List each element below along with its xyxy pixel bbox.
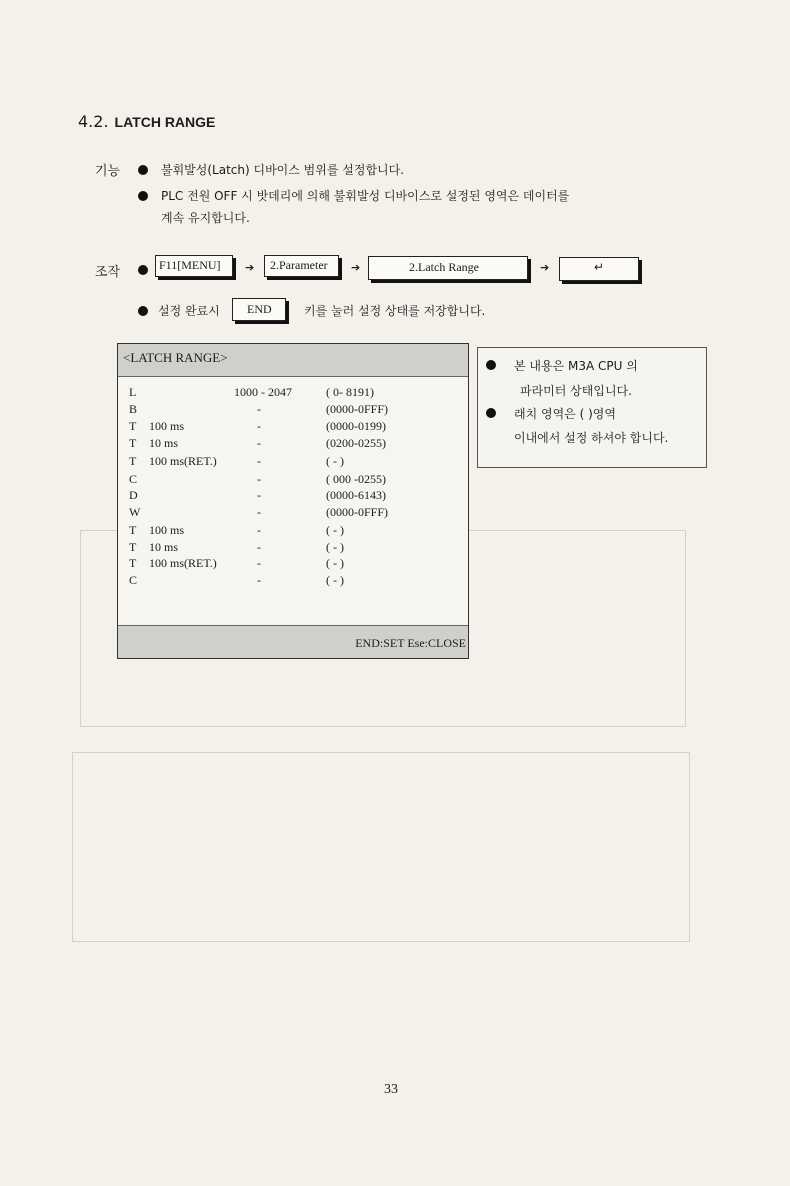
row-unit: 100 ms [149, 523, 185, 537]
row-device: D [129, 488, 138, 502]
row-device: T [129, 454, 137, 468]
note-line-2: 파라미터 상태입니다. [520, 384, 632, 398]
function-label: 기능 [95, 164, 121, 179]
function-bullet-2-line-2: 계속 유지합니다. [161, 211, 250, 225]
row-value: - [257, 505, 261, 519]
row-range: ( - ) [326, 523, 344, 537]
row-device: T [129, 540, 137, 554]
menu-key: F11[MENU] [155, 255, 233, 277]
row-value: - [257, 472, 261, 486]
row-device: C [129, 573, 138, 587]
function-bullet-1: 불휘발성(Latch) 디바이스 범위를 설정합니다. [161, 163, 405, 177]
note-box [477, 347, 707, 468]
bullet-dot [138, 191, 148, 201]
row-value: - [257, 556, 261, 570]
row-range: (0000-0FFF) [326, 505, 389, 519]
parameter-key: 2.Parameter [264, 255, 339, 277]
row-unit: 100 ms(RET.) [149, 556, 217, 570]
operation-line-2-suffix: 키를 눌러 설정 상태를 저장합니다. [304, 304, 486, 318]
row-value: - [257, 436, 261, 450]
row-range: ( 0- 8191) [326, 385, 374, 399]
row-range: (0000-0199) [326, 419, 386, 433]
window-title: <LATCH RANGE> [118, 344, 468, 377]
window-footer: END:SET Ese:CLOSE [118, 625, 468, 658]
operation-line-2-prefix: 설정 완료시 [158, 304, 220, 318]
note-line-4: 이내에서 설정 하셔야 합니다. [514, 431, 669, 445]
row-range: (0000-6143) [326, 488, 386, 502]
row-value: - [257, 523, 261, 537]
row-device: L [129, 385, 137, 399]
row-value: - [257, 454, 261, 468]
arrow-icon: ➔ [245, 261, 255, 274]
row-unit: 100 ms(RET.) [149, 454, 217, 468]
note-line-1: 본 내용은 M3A CPU 의 [514, 359, 638, 373]
bullet-dot [138, 306, 148, 316]
function-bullet-2-line-1: PLC 전원 OFF 시 밧데리에 의해 불휘발성 디바이스로 설정된 영역은 데이터를 [161, 189, 570, 203]
row-unit: 10 ms [149, 540, 179, 554]
row-device: C [129, 472, 138, 486]
bullet-dot [138, 265, 148, 275]
row-value: - [257, 573, 261, 587]
row-range: ( - ) [326, 540, 344, 554]
arrow-icon: ➔ [351, 261, 361, 274]
row-range: (0000-0FFF) [326, 402, 389, 416]
row-range: ( - ) [326, 454, 344, 468]
row-device: T [129, 556, 137, 570]
row-unit: 10 ms [149, 436, 179, 450]
bullet-dot [486, 408, 496, 418]
row-device: W [129, 505, 141, 519]
row-range: (0200-0255) [326, 436, 386, 450]
row-value: - [257, 402, 261, 416]
row-value: - [257, 419, 261, 433]
note-line-3: 래치 영역은 ( )영역 [514, 407, 616, 421]
row-range: ( - ) [326, 556, 344, 570]
latch-range-window [117, 343, 469, 659]
row-device: T [129, 419, 137, 433]
section-title: LATCH RANGE [114, 114, 216, 130]
row-device: B [129, 402, 138, 416]
row-device: T [129, 436, 137, 450]
row-range: ( 000 -0255) [326, 472, 386, 486]
bullet-dot [486, 360, 496, 370]
bleed-through-box [72, 752, 690, 942]
row-value: 1000 - 2047 [234, 385, 292, 399]
bullet-dot [138, 165, 148, 175]
end-key: END [232, 298, 286, 321]
section-heading [78, 112, 215, 131]
row-value: - [257, 488, 261, 502]
latch-range-key: 2.Latch Range [368, 256, 528, 280]
row-range: ( - ) [326, 573, 344, 587]
arrow-icon: ➔ [540, 261, 550, 274]
section-number: 4.2. [78, 112, 109, 131]
row-unit: 100 ms [149, 419, 185, 433]
page-number: 33 [384, 1082, 398, 1097]
row-value: - [257, 540, 261, 554]
operation-label: 조작 [95, 265, 121, 280]
enter-key: ↵ [559, 257, 639, 281]
row-device: T [129, 523, 137, 537]
